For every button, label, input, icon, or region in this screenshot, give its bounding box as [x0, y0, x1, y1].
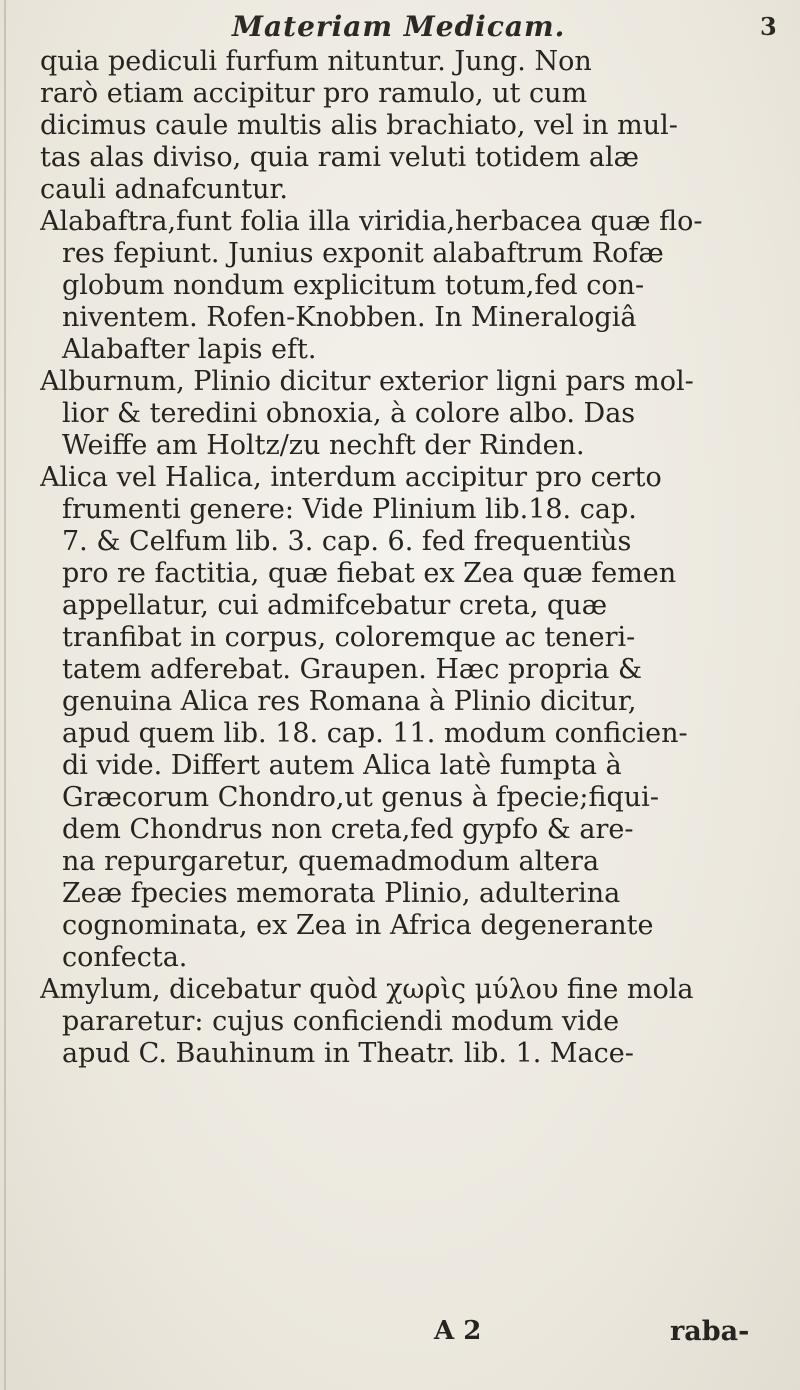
text-line: pararetur: cujus conficiendi modum vide [62, 1006, 620, 1037]
text-line: 7. & Celfum lib. 3. cap. 6. fed frequentiùs [62, 526, 632, 557]
gutter-shadow [4, 0, 6, 1390]
text-line: na repurgaretur, quemadmodum altera [62, 846, 600, 877]
page-header [0, 4, 800, 44]
text-line: dem Chondrus non creta,fed gypfo & are- [62, 814, 634, 845]
body-text [40, 46, 785, 1070]
text-line: apud C. Bauhinum in Theatr. lib. 1. Mace- [62, 1038, 634, 1069]
text-line: genuina Alica res Romana à Plinio dicitur, [62, 686, 637, 717]
text-line: frumenti genere: Vide Plinium lib.18. cap. [62, 494, 637, 525]
text-line: confecta. [62, 942, 188, 973]
text-line: tas alas diviso, quia rami veluti totidem alæ [40, 142, 640, 173]
text-line: niventem. Rofen-Knobben. In Mineralogiâ [62, 302, 637, 333]
text-line: lior & teredini obnoxia, à colore albo. Das [62, 398, 636, 429]
text-line: Zeæ fpecies memorata Plinio, adulterina [62, 878, 621, 909]
text-line: pro re factitia, quæ fiebat ex Zea quæ femen [62, 558, 677, 589]
text-line: res fepiunt. Junius exponit alabaftrum Rofæ [62, 238, 664, 269]
signature-mark: A 2 [434, 1316, 482, 1346]
text-line: Amylum, dicebatur quòd χωρὶς μύλου fine mola [40, 974, 694, 1005]
text-line: quia pediculi furfum nituntur. Jung. Non [40, 46, 592, 77]
text-line: tranfibat in corpus, coloremque ac teneri- [62, 622, 636, 653]
text-line: di vide. Differt autem Alica latè fumpta à [62, 750, 622, 781]
text-line: apud quem lib. 18. cap. 11. modum conficien- [62, 718, 688, 749]
running-title: Materiam Medicam. [232, 10, 566, 43]
text-line: appellatur, cui admifcebatur creta, quæ [62, 590, 608, 621]
text-line: Weiffe am Holtz/zu nechft der Rinden. [62, 430, 585, 461]
text-line: Alabafter lapis eft. [62, 334, 317, 365]
text-line: cauli adnafcuntur. [40, 174, 288, 205]
text-line: tatem adferebat. Graupen. Hæc propria & [62, 654, 642, 685]
text-line: rarò etiam accipitur pro ramulo, ut cum [40, 78, 588, 109]
page-footer [0, 1316, 800, 1356]
text-line: globum nondum explicitum totum,fed con- [62, 270, 645, 301]
page-signature: 3 [760, 12, 777, 41]
text-line: Græcorum Chondro,ut genus à fpecie;fiqui- [62, 782, 659, 813]
text-line: Alburnum, Plinio dicitur exterior ligni pars mol- [40, 366, 694, 397]
text-line: cognominata, ex Zea in Africa degenerante [62, 910, 654, 941]
text-line: dicimus caule multis alis brachiato, vel in mul- [40, 110, 678, 141]
catchword: raba- [670, 1316, 750, 1347]
text-line: Alabaftra,funt folia illa viridia,herbacea quæ flo- [40, 206, 703, 237]
text-line: Alica vel Halica, interdum accipitur pro certo [40, 462, 662, 493]
